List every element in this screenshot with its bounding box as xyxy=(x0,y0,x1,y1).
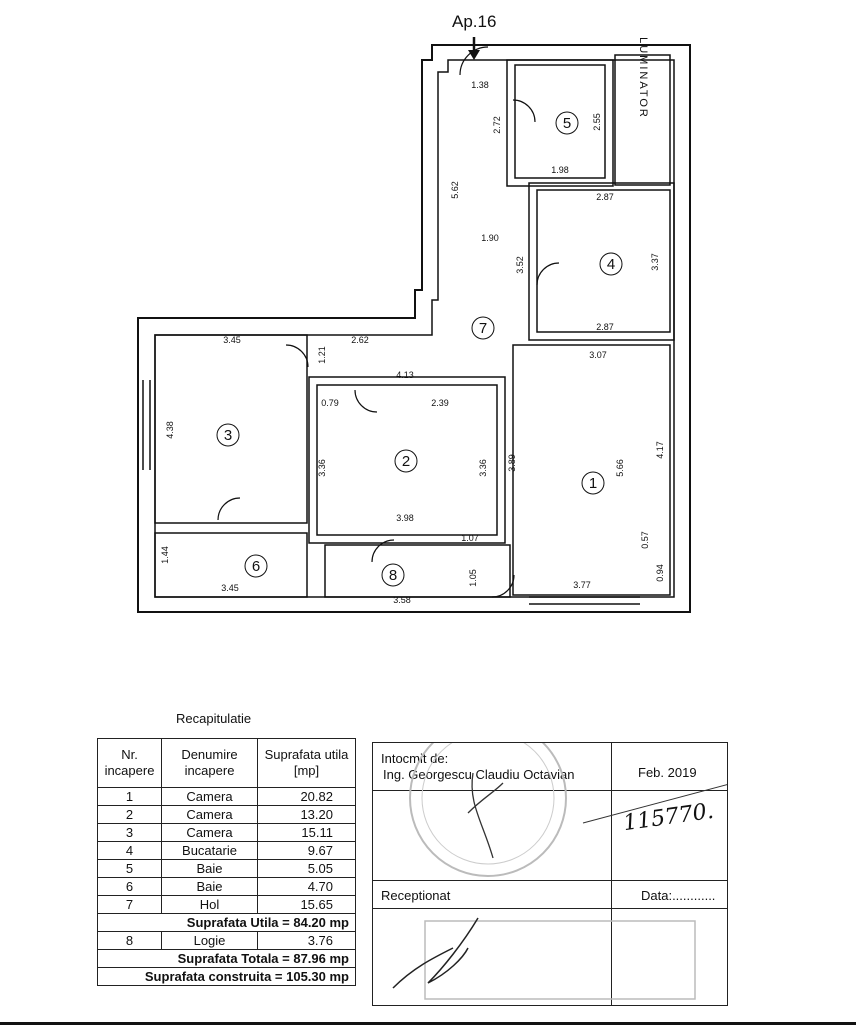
table-row xyxy=(98,842,356,860)
dimension: 1.21 xyxy=(317,346,327,364)
svg-text:5: 5 xyxy=(562,115,572,132)
data-label: Data:............ xyxy=(641,888,716,903)
dimension: 5.66 xyxy=(615,459,625,477)
cell-nr: 3 xyxy=(98,824,162,842)
handwritten-number: 115770. xyxy=(621,798,716,837)
signature-stroke xyxy=(583,783,727,823)
cell-area: 4.70 xyxy=(258,878,356,896)
svg-text:1: 1 xyxy=(588,475,598,492)
received-label: Receptionat xyxy=(381,888,451,903)
apartment-title: Ap.16 xyxy=(452,12,497,31)
dimension: 3.07 xyxy=(589,350,607,360)
cell-area: 9.67 xyxy=(258,842,356,860)
dimension: 1.38 xyxy=(471,80,489,90)
dimension: 3.77 xyxy=(573,580,591,590)
door-swings xyxy=(218,47,559,597)
cell-nr: 2 xyxy=(98,806,162,824)
recap-title: Recapitulatie xyxy=(176,711,252,726)
svg-text:6: 6 xyxy=(251,558,261,575)
dimension: 1.05 xyxy=(468,569,478,587)
dimension: 0.94 xyxy=(655,564,665,582)
total-utila-row xyxy=(98,914,356,932)
room-number-5 xyxy=(556,112,578,134)
cell-nr: 4 xyxy=(98,842,162,860)
room-number-1 xyxy=(582,472,604,494)
dimension: 1.07 xyxy=(461,533,479,543)
round-stamp xyxy=(410,743,566,876)
cell-name: Baie xyxy=(162,860,258,878)
dimension: 2.72 xyxy=(492,116,502,134)
svg-text:4: 4 xyxy=(606,256,616,273)
dimension: 3.37 xyxy=(650,253,660,271)
stamps-and-signatures xyxy=(373,743,727,1005)
header-nr: Nr. incapere xyxy=(98,739,162,788)
cell-area: 20.82 xyxy=(258,788,356,806)
cell-nr: 8 xyxy=(98,932,162,950)
table-row xyxy=(98,860,356,878)
cell-area: 15.65 xyxy=(258,896,356,914)
cell-area: 3.76 xyxy=(258,932,356,950)
cell-nr: 1 xyxy=(98,788,162,806)
dimension: 0.57 xyxy=(640,531,650,549)
cell-name: Camera xyxy=(162,824,258,842)
dimension: 2.55 xyxy=(592,113,602,131)
prepared-label: Intocmit de: xyxy=(381,751,449,766)
cell-area: 13.20 xyxy=(258,806,356,824)
dimension: 4.17 xyxy=(655,441,665,459)
dimension: 3.58 xyxy=(393,595,411,605)
dimension: 2.87 xyxy=(596,322,614,332)
room-number-3 xyxy=(217,424,239,446)
cell-name: Baie xyxy=(162,878,258,896)
room-number-6 xyxy=(245,555,267,577)
svg-text:2: 2 xyxy=(401,453,411,470)
dimension: 3.45 xyxy=(221,583,239,593)
prepared-by: Ing. Georgescu Claudiu Octavian xyxy=(383,767,575,782)
room-1-walls xyxy=(513,345,670,595)
room-number-4 xyxy=(600,253,622,275)
table-row xyxy=(98,878,356,896)
cell-area: 15.11 xyxy=(258,824,356,842)
header-area: Suprafata utila [mp] xyxy=(258,739,356,788)
cell-name: Logie xyxy=(162,932,258,950)
cell-nr: 6 xyxy=(98,878,162,896)
cell-area: 5.05 xyxy=(258,860,356,878)
dimension: 3.36 xyxy=(317,459,327,477)
svg-text:8: 8 xyxy=(388,567,398,584)
table-header xyxy=(98,739,356,788)
total-utila: Suprafata Utila = 84.20 mp xyxy=(98,914,356,932)
room-number-7 xyxy=(472,317,494,339)
dimension: 1.44 xyxy=(160,546,170,564)
recap-table xyxy=(97,738,356,986)
cell-nr: 7 xyxy=(98,896,162,914)
dimension: 1.98 xyxy=(551,165,569,175)
rectangular-stamp xyxy=(425,921,695,999)
dimension: 0.79 xyxy=(321,398,339,408)
table-row xyxy=(98,788,356,806)
dimension: 3.36 xyxy=(478,459,488,477)
dimension: 1.90 xyxy=(481,233,499,243)
signature-1 xyxy=(468,773,503,858)
dimension-labels xyxy=(160,80,665,605)
svg-text:LUMINATOR: LUMINATOR xyxy=(637,37,649,119)
table-row xyxy=(98,932,356,950)
dimension: 4.13 xyxy=(396,370,414,380)
svg-text:7: 7 xyxy=(478,320,488,337)
table-row xyxy=(98,806,356,824)
dimension: 3.89 xyxy=(507,454,517,472)
header-name: Denumire incapere xyxy=(162,739,258,788)
table-row xyxy=(98,896,356,914)
cell-name: Camera xyxy=(162,788,258,806)
cell-name: Hol xyxy=(162,896,258,914)
bottom-border xyxy=(0,1022,856,1025)
built-area: Suprafata construita = 105.30 mp xyxy=(98,968,356,986)
date: Feb. 2019 xyxy=(638,765,697,780)
dimension: 4.38 xyxy=(165,421,175,439)
dimension: 3.52 xyxy=(515,256,525,274)
skylight-label xyxy=(637,37,649,119)
dimension: 5.62 xyxy=(450,181,460,199)
dimension: 2.62 xyxy=(351,335,369,345)
dimension: 3.45 xyxy=(223,335,241,345)
svg-text:3: 3 xyxy=(223,427,233,444)
cell-name: Camera xyxy=(162,806,258,824)
cell-nr: 5 xyxy=(98,860,162,878)
room-number-2 xyxy=(395,450,417,472)
signature-2 xyxy=(393,918,478,988)
room-8-walls xyxy=(325,545,510,597)
round-stamp-inner xyxy=(422,743,554,864)
construita-row xyxy=(98,968,356,986)
cell-name: Bucatarie xyxy=(162,842,258,860)
signature-box xyxy=(372,742,728,1006)
dimension: 3.98 xyxy=(396,513,414,523)
table-row xyxy=(98,824,356,842)
dimension: 2.39 xyxy=(431,398,449,408)
total-area: Suprafata Totala = 87.96 mp xyxy=(98,950,356,968)
total-row xyxy=(98,950,356,968)
room-number-8 xyxy=(382,564,404,586)
dimension: 2.87 xyxy=(596,192,614,202)
